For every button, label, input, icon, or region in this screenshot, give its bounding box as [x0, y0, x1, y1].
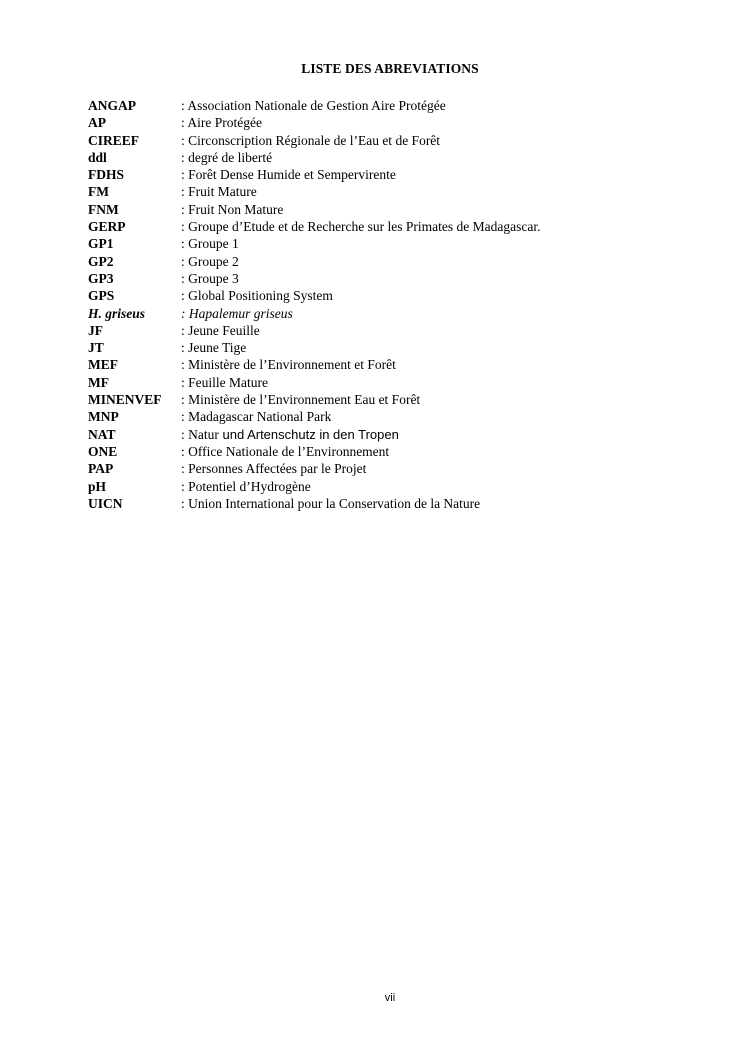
abbrev-definition: : Ministère de l’Environnement Eau et Forêt — [181, 392, 421, 408]
abbrev-code: GPS — [88, 288, 115, 304]
abbrev-row-fm — [88, 183, 541, 200]
abbrev-code: pH — [88, 478, 107, 494]
abbrev-definition: : Aire Protégée — [181, 115, 262, 131]
abbrev-definition — [181, 426, 399, 443]
abbrev-code: FM — [88, 184, 109, 200]
abbrev-definition: : Forêt Dense Humide et Sempervirente — [181, 167, 396, 183]
abbrev-code: UICN — [88, 495, 123, 511]
abbrev-code: FDHS — [88, 167, 125, 183]
abbrev-row-cireef — [88, 132, 541, 149]
abbrev-definition: : Fruit Mature — [181, 184, 257, 200]
abbrev-row-ph — [88, 478, 541, 495]
abbrev-code: CIREEF — [88, 132, 140, 148]
abbrev-definition: : degré de liberté — [181, 149, 273, 165]
page-number: vii — [384, 992, 396, 1004]
abbrev-row-gerp — [88, 218, 541, 235]
abbrev-definition: : Global Positioning System — [181, 288, 333, 304]
abbrev-code: NAT — [88, 426, 116, 442]
abbrev-code: JF — [88, 322, 103, 338]
abbrev-row-fnm — [88, 201, 541, 218]
abbrev-row-uicn — [88, 495, 541, 512]
abbrev-row-jt — [88, 339, 541, 356]
abbrev-definition: : Groupe 2 — [181, 253, 239, 269]
abbrev-definition: : Madagascar National Park — [181, 409, 332, 425]
abbrev-code: GP1 — [88, 236, 114, 252]
abbrev-code: MF — [88, 374, 109, 390]
abbrev-definition: : Groupe 3 — [181, 270, 239, 286]
abbrev-row-gp3 — [88, 270, 541, 287]
abbrev-code: GP3 — [88, 270, 114, 286]
abbrev-definition: : Jeune Feuille — [181, 322, 260, 338]
abbrev-definition: : Association Nationale de Gestion Aire Protégée — [181, 98, 446, 113]
abbrev-definition-end: und Artenschutz in den Tropen — [218, 426, 399, 442]
abbrev-row-one — [88, 443, 541, 460]
abbrev-row-h-griseus — [88, 305, 541, 322]
abbrev-code: ddl — [88, 149, 107, 165]
abbrev-row-angap — [88, 97, 541, 114]
abbrev-row-gp2 — [88, 253, 541, 270]
abbrev-definition: : Groupe 1 — [181, 236, 239, 252]
abbrev-code: JT — [88, 340, 104, 356]
abbrev-row-mef — [88, 356, 541, 373]
abbrev-row-minenvef — [88, 391, 541, 408]
abbrev-definition: : Circonscription Régionale de l’Eau et de Forêt — [181, 132, 441, 148]
abbrev-code: MEF — [88, 357, 118, 373]
abbrev-row-gps — [88, 287, 541, 304]
abbrev-definition: : Office Nationale de l’Environnement — [181, 443, 390, 459]
abbrev-definition: : Hapalemur griseus — [181, 305, 293, 321]
abbreviation-list — [88, 97, 541, 512]
abbrev-code: FNM — [88, 201, 119, 217]
abbrev-row-pap — [88, 460, 541, 477]
abbrev-code: GERP — [88, 219, 126, 235]
page-title: LISTE DES ABREVIATIONS — [301, 61, 479, 76]
abbrev-code: ANGAP — [88, 98, 136, 113]
abbrev-row-fdhs — [88, 166, 541, 183]
abbrev-definition: : Groupe d’Etude et de Recherche sur les Primates de Madagascar. — [181, 219, 541, 235]
abbrev-definition: : Union International pour la Conservation de la Nature — [181, 495, 481, 511]
abbrev-row-mnp — [88, 408, 541, 425]
abbrev-definition: : Personnes Affectées par le Projet — [181, 461, 367, 477]
abbrev-code: PAP — [88, 461, 114, 477]
abbrev-row-jf — [88, 322, 541, 339]
abbrev-code: MNP — [88, 409, 119, 425]
abbrev-definition: : Potentiel d’Hydrogène — [181, 478, 311, 494]
abbrev-definition: : Jeune Tige — [181, 340, 247, 356]
abbrev-definition-start: : Natur — [181, 426, 219, 442]
abbrev-row-ddl — [88, 149, 541, 166]
abbrev-code: GP2 — [88, 253, 114, 269]
abbrev-row-nat — [88, 426, 541, 443]
abbrev-definition: : Feuille Mature — [181, 374, 268, 390]
abbrev-code: ONE — [88, 443, 118, 459]
abbrev-definition: : Ministère de l’Environnement et Forêt — [181, 357, 396, 373]
abbrev-row-mf — [88, 374, 541, 391]
abbrev-row-ap — [88, 114, 541, 131]
abbrev-code: MINENVEF — [88, 392, 162, 408]
abbrev-code: AP — [88, 115, 106, 131]
abbrev-definition: : Fruit Non Mature — [181, 201, 284, 217]
abbrev-row-gp1 — [88, 235, 541, 252]
abbrev-code: H. griseus — [88, 305, 146, 321]
